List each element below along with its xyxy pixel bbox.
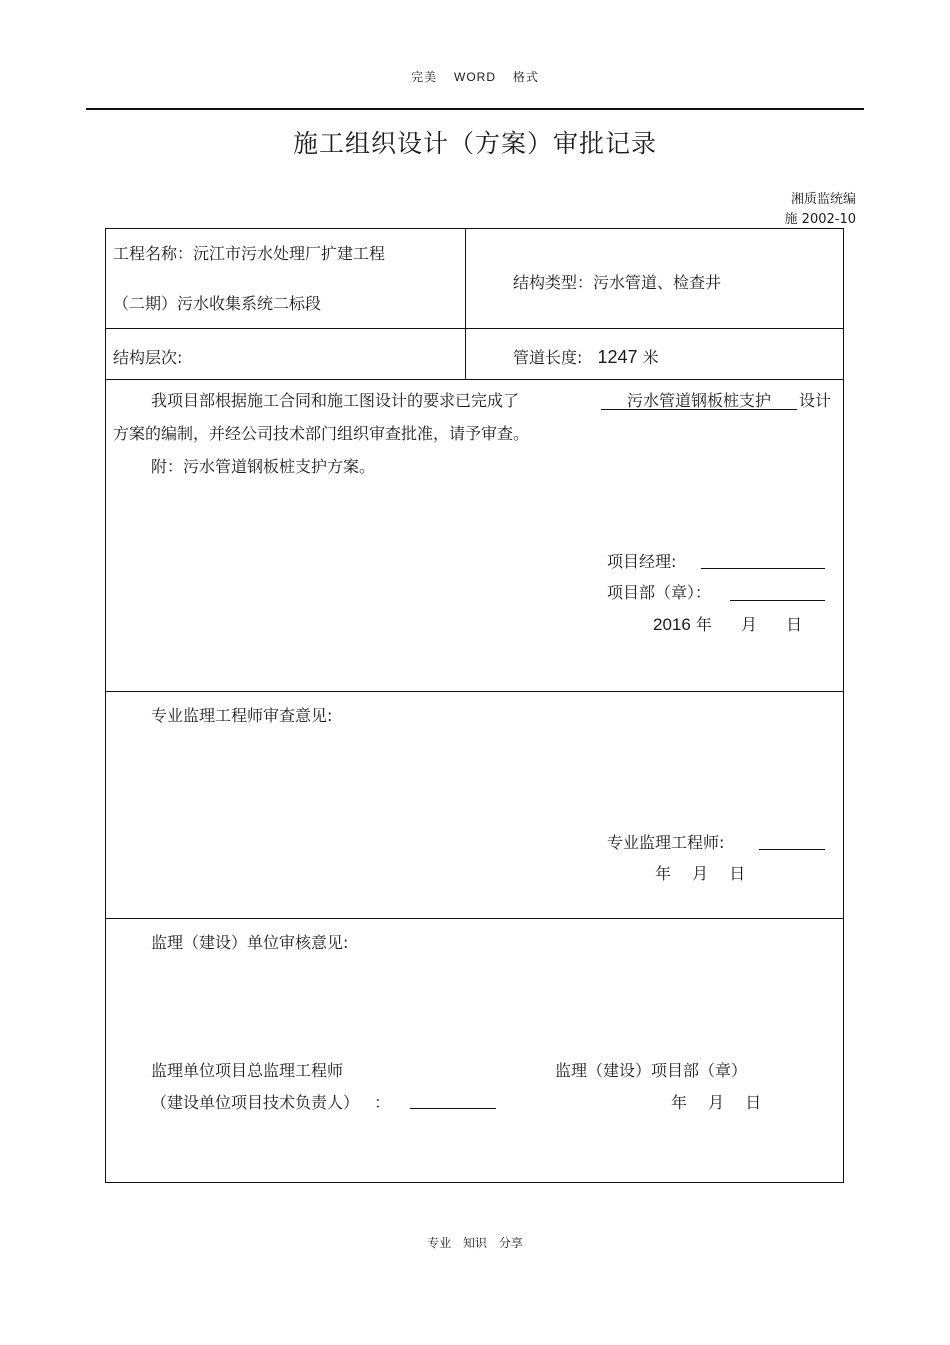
table-column-divider [465,228,466,380]
document-title: 施工组织设计（方案）审批记录 [292,129,657,158]
structure-level-label: 结构层次: [113,348,183,367]
engineer-label: 专业监理工程师: [607,833,725,852]
plan-name-blank: 污水管道钢板桩支护 [601,388,797,410]
submission-text-line2: 方案的编制，并经公司技术部门组织审查批准，请予审查。 [113,424,530,443]
table-row-divider [105,691,844,692]
project-dept-label: 项目部（章）： [607,583,712,602]
chief-engineer-colon: ： [374,1093,391,1112]
pipe-length-label: 管道长度: [513,348,583,367]
unit-date-month: 月 [708,1093,725,1112]
engineer-date-day: 日 [729,864,746,883]
table-border-top [105,228,844,229]
submission-date [653,612,802,635]
table-border-right [843,228,844,1183]
table-row-divider [105,918,844,919]
pipe-length-value: 1247 [597,347,638,367]
header-text-1: 完美 [411,70,438,84]
pipe-length-unit: 米 [642,348,659,367]
project-name-line1: 工程名称：沅江市污水处理厂扩建工程 [113,244,386,263]
project-dept-seal-line [730,600,825,601]
table-row-divider [105,328,844,329]
submission-date-day: 日 [786,615,803,634]
unit-date-day: 日 [745,1093,762,1112]
project-name-line2: （二期）污水收集系统二标段 [113,294,322,313]
chief-engineer-label-text: （建设单位项目技术负责人） [151,1093,360,1112]
doc-code-line1: 湘质监统编 [790,192,856,207]
submission-date-year-unit: 年 [695,615,712,634]
unit-review-date [671,1090,761,1113]
page-footer [0,1234,950,1251]
footer-text-2: 知识 [462,1236,487,1250]
header-text-2: WORD [454,70,496,84]
chief-engineer-label-line2 [151,1090,390,1113]
doc-code-line2: 施 2002-10 [784,212,856,227]
chief-engineer-label-line1: 监理单位项目总监理工程师 [151,1061,344,1080]
table-row-divider [105,379,844,380]
footer-text-1: 专业 [427,1236,452,1250]
submission-date-month: 月 [741,615,758,634]
pipe-length-field [513,345,659,368]
attachment-note: 附：污水管道钢板桩支护方案。 [151,457,376,476]
submission-date-year: 2016 [653,615,691,634]
project-manager-label: 项目经理: [607,552,677,571]
engineer-review-date [655,861,745,884]
structure-type: 结构类型：污水管道、检查井 [513,273,722,292]
engineer-signature-line [759,849,825,850]
engineer-date-year: 年 [655,864,672,883]
table-border-bottom [105,1182,844,1183]
engineer-review-heading: 专业监理工程师审查意见: [151,706,333,725]
footer-text-3: 分享 [498,1236,523,1250]
submission-text-start: 我项目部根据施工合同和施工图设计的要求已完成了 [151,391,520,410]
supervision-dept-label: 监理（建设）项目部（章） [555,1061,748,1080]
chief-engineer-signature-line [410,1108,496,1109]
unit-review-heading: 监理（建设）单位审核意见: [151,933,349,952]
submission-text-end: 设计 [799,391,832,410]
header-divider [86,108,864,110]
page-header [0,68,950,85]
unit-date-year: 年 [671,1093,688,1112]
table-border-left [105,228,106,1183]
engineer-date-month: 月 [692,864,709,883]
header-text-3: 格式 [512,70,539,84]
project-manager-signature-line [701,568,825,569]
